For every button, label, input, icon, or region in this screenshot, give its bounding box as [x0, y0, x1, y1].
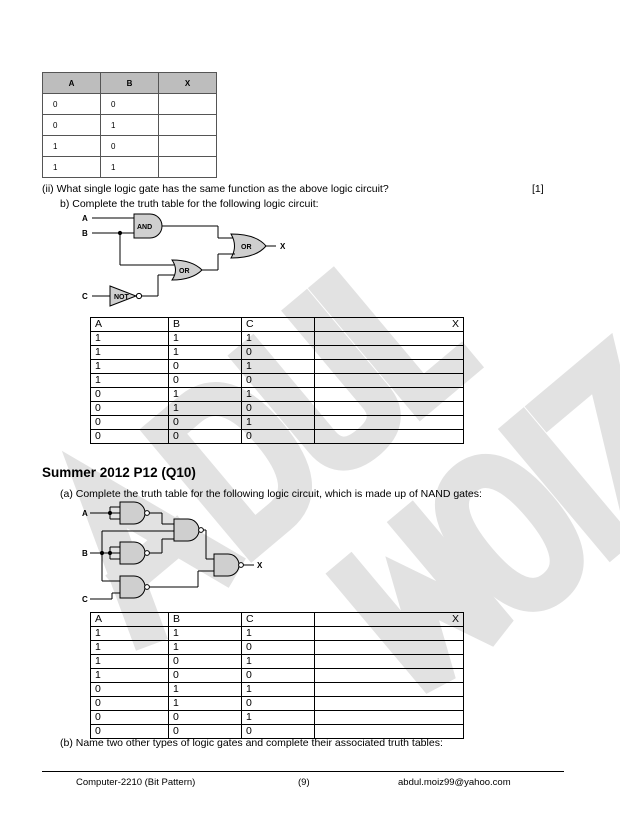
answer-cell[interactable]: [159, 94, 217, 115]
table-cell: 1: [91, 627, 169, 641]
truth-table-1: [90, 317, 464, 444]
table-cell: 1: [43, 157, 101, 178]
table-row: [43, 136, 217, 157]
or-gate-label: OR: [179, 268, 190, 275]
answer-cell[interactable]: [159, 157, 217, 178]
mini-header-a: A: [43, 73, 101, 94]
header-a: A: [91, 613, 169, 627]
table-row: [91, 697, 464, 711]
table-row: [91, 374, 464, 388]
table-cell: 0: [242, 725, 315, 739]
question-b: b) Complete the truth table for the following logic circuit:: [60, 198, 319, 210]
table-cell: 1: [242, 655, 315, 669]
footer-left: Computer-2210 (Bit Pattern): [76, 777, 196, 788]
table-cell: 1: [91, 346, 169, 360]
table-row: [91, 711, 464, 725]
answer-cell[interactable]: [159, 115, 217, 136]
table-cell: 1: [101, 115, 159, 136]
table-row: [43, 94, 217, 115]
and-gate-label: AND: [137, 224, 153, 231]
answer-cell[interactable]: [315, 388, 464, 402]
table-cell: 1: [169, 697, 242, 711]
table-cell: 0: [169, 711, 242, 725]
table-row: [91, 416, 464, 430]
answer-cell[interactable]: [315, 346, 464, 360]
table-cell: 0: [169, 416, 242, 430]
answer-cell[interactable]: [315, 360, 464, 374]
table-cell: 0: [91, 388, 169, 402]
logic-circuit-diagram-1: [78, 208, 298, 308]
table-cell: 0: [242, 402, 315, 416]
question-a: (a) Complete the truth table for the following logic circuit, which is made up of NAND gates:: [60, 488, 482, 500]
header-x: X: [315, 613, 464, 627]
table-cell: 1: [101, 157, 159, 178]
output-label-x: X: [257, 561, 263, 570]
table-cell: 0: [43, 94, 101, 115]
table-cell: 1: [169, 683, 242, 697]
table-row: [91, 655, 464, 669]
mini-header-x: X: [159, 73, 217, 94]
table-cell: 0: [91, 683, 169, 697]
header-c: C: [242, 318, 315, 332]
table-row: [91, 641, 464, 655]
table-row: [91, 402, 464, 416]
table-cell: 0: [169, 669, 242, 683]
table-cell: 1: [91, 360, 169, 374]
or-gate-label: OR: [241, 244, 252, 251]
header-a: A: [91, 318, 169, 332]
table-row: [43, 157, 217, 178]
table-cell: 1: [242, 360, 315, 374]
answer-cell[interactable]: [315, 711, 464, 725]
header-b: B: [169, 613, 242, 627]
section-heading: Summer 2012 P12 (Q10): [42, 465, 196, 480]
table-cell: 0: [242, 346, 315, 360]
table-cell: 1: [169, 402, 242, 416]
table-row: [91, 332, 464, 346]
answer-cell[interactable]: [315, 402, 464, 416]
table-cell: 1: [169, 627, 242, 641]
answer-cell[interactable]: [315, 430, 464, 444]
table-cell: 1: [91, 669, 169, 683]
table-cell: 0: [242, 430, 315, 444]
answer-cell[interactable]: [315, 332, 464, 346]
input-label-c: C: [82, 595, 88, 604]
table-cell: 1: [169, 388, 242, 402]
output-label-x: X: [280, 242, 286, 251]
table-cell: 1: [242, 683, 315, 697]
question-ii: (ii) What single logic gate has the same function as the above logic circuit?: [42, 183, 389, 195]
table-header-row: [91, 318, 464, 332]
answer-cell[interactable]: [315, 697, 464, 711]
question-b2: (b) Name two other types of logic gates and complete their associated truth tables:: [60, 737, 443, 749]
table-cell: 1: [91, 641, 169, 655]
table-cell: 0: [91, 416, 169, 430]
table-row: [91, 388, 464, 402]
answer-cell[interactable]: [315, 374, 464, 388]
table-row: [91, 669, 464, 683]
mini-header-b: B: [101, 73, 159, 94]
table-cell: 1: [91, 332, 169, 346]
table-cell: 0: [91, 697, 169, 711]
table-cell: 0: [91, 430, 169, 444]
input-label-a: A: [82, 509, 88, 518]
table-row: [91, 346, 464, 360]
table-cell: 0: [91, 711, 169, 725]
table-cell: 1: [242, 711, 315, 725]
table-cell: 1: [242, 627, 315, 641]
table-cell: 0: [169, 374, 242, 388]
marks: [1]: [532, 183, 544, 195]
table-cell: 0: [169, 360, 242, 374]
input-label-b: B: [82, 549, 88, 558]
footer-page-number: (9): [298, 777, 310, 788]
not-gate-label: NOT: [114, 294, 129, 301]
table-cell: 0: [242, 697, 315, 711]
footer-email: abdul.moiz99@yahoo.com: [398, 777, 511, 788]
table-cell: 1: [242, 332, 315, 346]
input-label-b: B: [82, 229, 88, 238]
table-cell: 0: [91, 402, 169, 416]
table-cell: 0: [101, 136, 159, 157]
header-c: C: [242, 613, 315, 627]
table-row: [91, 627, 464, 641]
table-cell: 0: [43, 115, 101, 136]
answer-cell[interactable]: [315, 627, 464, 641]
footer-divider: [42, 771, 564, 772]
table-cell: 0: [242, 641, 315, 655]
nand-circuit-diagram: [78, 497, 278, 609]
table-cell: 1: [169, 641, 242, 655]
table-cell: 1: [169, 346, 242, 360]
table-row: [43, 115, 217, 136]
answer-cell[interactable]: [315, 416, 464, 430]
answer-cell[interactable]: [315, 641, 464, 655]
answer-cell[interactable]: [315, 655, 464, 669]
table-cell: 0: [101, 94, 159, 115]
answer-cell[interactable]: [159, 136, 217, 157]
table-row: [91, 360, 464, 374]
table-cell: 0: [169, 430, 242, 444]
table-cell: 0: [91, 725, 169, 739]
table-cell: 0: [169, 725, 242, 739]
truth-table-2: [90, 612, 464, 739]
table-cell: 1: [91, 655, 169, 669]
table-cell: 1: [242, 416, 315, 430]
table-cell: 0: [169, 655, 242, 669]
header-x: X: [315, 318, 464, 332]
table-row: [91, 683, 464, 697]
header-b: B: [169, 318, 242, 332]
table-cell: 1: [242, 388, 315, 402]
table-cell: 1: [43, 136, 101, 157]
answer-cell[interactable]: [315, 683, 464, 697]
table-cell: 0: [242, 669, 315, 683]
table-cell: 0: [242, 374, 315, 388]
input-label-c: C: [82, 292, 88, 301]
table-row: [91, 430, 464, 444]
answer-cell[interactable]: [315, 669, 464, 683]
input-label-a: A: [82, 214, 88, 223]
table-cell: 1: [169, 332, 242, 346]
table-header-row: [91, 613, 464, 627]
table-cell: 1: [91, 374, 169, 388]
mini-truth-table: [42, 72, 217, 178]
